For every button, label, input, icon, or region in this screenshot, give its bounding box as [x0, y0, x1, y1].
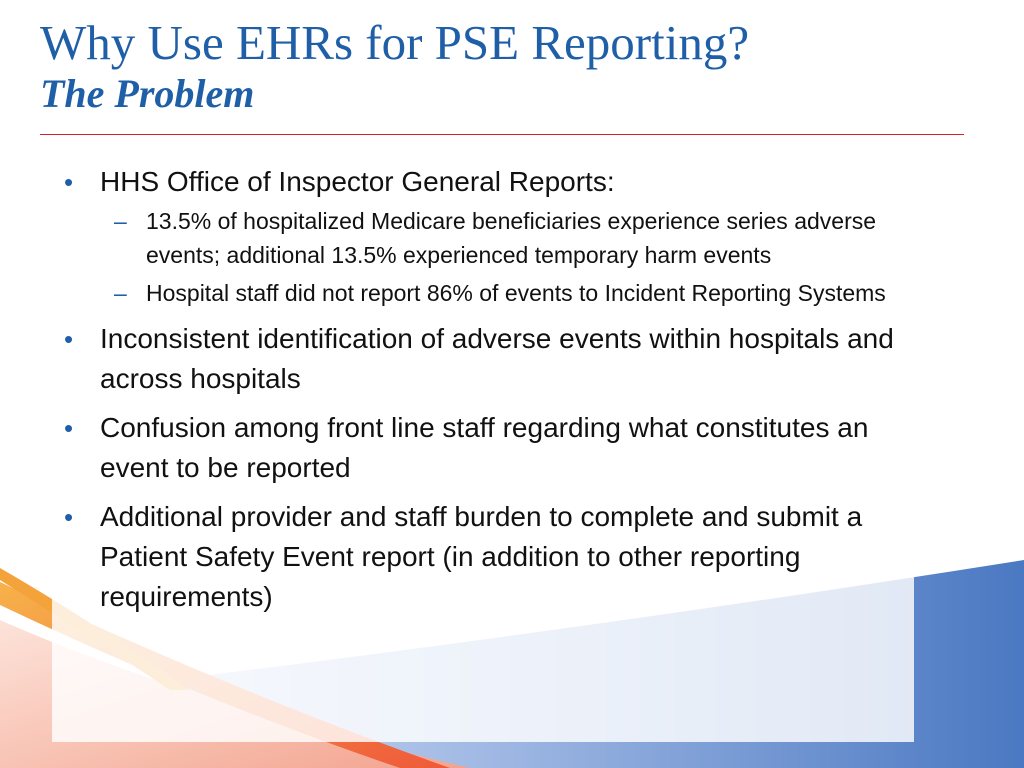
bullet-item	[60, 162, 920, 310]
bullet-marker: •	[64, 413, 74, 443]
slide-title: Why Use EHRs for PSE Reporting?	[40, 15, 750, 70]
sub-text: Hospital staff did not report 86% of events to Incident Reporting Systems	[146, 280, 886, 306]
title-divider	[40, 134, 964, 135]
bullet-marker: •	[64, 167, 74, 197]
bullet-text: Inconsistent identification of adverse events within hospitals and across hospitals	[100, 323, 894, 394]
slide-subtitle: The Problem	[40, 71, 255, 116]
bullet-marker: •	[64, 324, 74, 354]
bullet-marker: •	[64, 502, 74, 532]
bullet-item	[60, 408, 920, 488]
bullet-text: HHS Office of Inspector General Reports:	[100, 166, 615, 197]
sub-text: 13.5% of hospitalized Medicare beneficiaries experience series adverse events; additional 13.5% experienced temporary harm events	[146, 208, 877, 268]
bullet-text: Additional provider and staff burden to complete and submit a Patient Safety Event report (in addition to other reporting requirements)	[100, 501, 863, 612]
sub-marker: –	[114, 208, 127, 234]
sub-marker: –	[114, 280, 127, 306]
sub-item	[100, 204, 920, 272]
sub-item	[100, 276, 920, 310]
title-block	[40, 14, 749, 116]
sub-list	[100, 204, 920, 310]
bullet-item	[60, 497, 920, 617]
bullet-list	[60, 162, 920, 626]
bullet-text: Confusion among front line staff regarding what constitutes an event to be reported	[100, 412, 869, 483]
bullet-item	[60, 319, 920, 399]
